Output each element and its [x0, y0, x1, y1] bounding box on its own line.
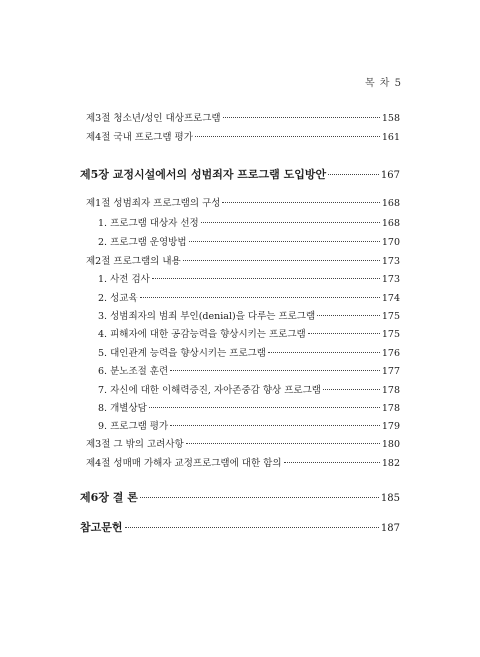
toc-leader-dots	[268, 352, 380, 353]
toc-entry	[80, 326, 400, 340]
toc-leader-dots	[186, 443, 380, 444]
toc-entry-page: 179	[381, 421, 400, 432]
toc-leader-dots	[317, 315, 380, 316]
toc-leader-dots	[223, 117, 380, 118]
toc-entry-page: 178	[381, 385, 400, 396]
toc-entry-label: 제3절 청소년/성인 대상프로그램	[86, 113, 221, 124]
toc-entry	[80, 489, 400, 505]
toc-leader-dots	[149, 407, 380, 408]
toc-entry-label: 제5장 교정시설에서의 성범죄자 프로그램 도입방안	[80, 168, 327, 181]
toc-entry-page: 175	[381, 329, 400, 340]
toc-entry-label: 9. 프로그램 평가	[98, 421, 169, 432]
toc-entry-page: 178	[381, 403, 400, 414]
toc-entry-page: 173	[381, 274, 400, 285]
toc-entry	[80, 271, 400, 285]
toc-entry	[80, 253, 400, 267]
toc-entry-label: 8. 개별상담	[98, 403, 147, 414]
toc-entry	[80, 129, 400, 143]
toc-entry	[80, 215, 400, 229]
toc-entry-page: 174	[381, 293, 400, 304]
toc-entry-label: 6. 분노조절 훈련	[98, 366, 169, 377]
toc-entry-page: 168	[381, 218, 400, 229]
toc-entry-page: 182	[381, 458, 400, 469]
toc-entry	[80, 436, 400, 450]
toc-leader-dots	[284, 462, 380, 463]
toc-entry-label: 제1절 성범죄자 프로그램의 구성	[86, 198, 221, 209]
toc-entry-label: 1. 사전 검사	[98, 274, 150, 285]
toc-leader-dots	[170, 370, 380, 371]
toc-entry-page: 176	[381, 348, 400, 359]
toc-entry-page: 158	[381, 113, 400, 124]
toc-entry	[80, 382, 400, 396]
toc-entry	[80, 110, 400, 124]
toc-entry	[80, 234, 400, 248]
toc-entry-page: 170	[381, 237, 400, 248]
page-header: 목 차 5	[364, 78, 402, 89]
toc-entry-label: 4. 피해자에 대한 공감능력을 향상시키는 프로그램	[98, 329, 306, 340]
toc-entry	[80, 345, 400, 359]
toc-leader-dots	[323, 389, 380, 390]
toc-entry	[80, 195, 400, 209]
toc-entry-label: 제4절 성매매 가해자 교정프로그램에 대한 함의	[86, 458, 282, 469]
toc-leader-dots	[140, 297, 380, 298]
toc-entry	[80, 418, 400, 432]
toc-entry-label: 참고문헌	[80, 521, 123, 534]
toc-entry	[80, 166, 400, 182]
toc-entry	[80, 308, 400, 322]
toc-entry-label: 5. 대인관계 능력을 향상시키는 프로그램	[98, 348, 266, 359]
toc-entry	[80, 455, 400, 469]
toc-leader-dots	[170, 425, 380, 426]
toc-leader-dots	[140, 497, 379, 498]
toc-leader-dots	[308, 333, 380, 334]
toc-entry	[80, 290, 400, 304]
toc-leader-dots	[125, 527, 379, 528]
toc-entry-label: 1. 프로그램 대상자 선정	[98, 218, 199, 229]
toc-entry-page: 177	[381, 366, 400, 377]
toc-entry	[80, 363, 400, 377]
toc-entry-label: 2. 성교육	[98, 293, 138, 304]
toc-entry-label: 7. 자신에 대한 이해력증진, 자아존중감 향상 프로그램	[98, 385, 321, 396]
toc-leader-dots	[195, 136, 380, 137]
toc-entry-label: 2. 프로그램 운영방법	[98, 237, 187, 248]
toc-entry-label: 제3절 그 밖의 고려사항	[86, 439, 184, 450]
toc-entry-label: 제2절 프로그램의 내용	[86, 256, 181, 267]
toc-entry-page: 180	[381, 439, 400, 450]
toc-entry	[80, 400, 400, 414]
toc-entry-page: 187	[380, 523, 400, 534]
toc-leader-dots	[183, 260, 380, 261]
toc-entry-page: 168	[381, 198, 400, 209]
toc-entry-page: 173	[381, 256, 400, 267]
toc-entry-page: 161	[381, 132, 400, 143]
toc-entry	[80, 519, 400, 535]
toc-leader-dots	[189, 241, 380, 242]
toc-leader-dots	[328, 174, 379, 175]
toc-entry-page: 167	[380, 170, 400, 181]
toc-entry-label: 3. 성범죄자의 범죄 부인(denial)을 다루는 프로그램	[98, 311, 316, 322]
toc-entry-page: 185	[380, 493, 400, 504]
toc-entry-page: 175	[381, 311, 400, 322]
toc-leader-dots	[201, 222, 380, 223]
toc-entry-label: 제4절 국내 프로그램 평가	[86, 132, 193, 143]
toc-leader-dots	[152, 278, 380, 279]
toc-leader-dots	[222, 202, 379, 203]
toc-entry-label: 제6장 결 론	[80, 491, 138, 504]
